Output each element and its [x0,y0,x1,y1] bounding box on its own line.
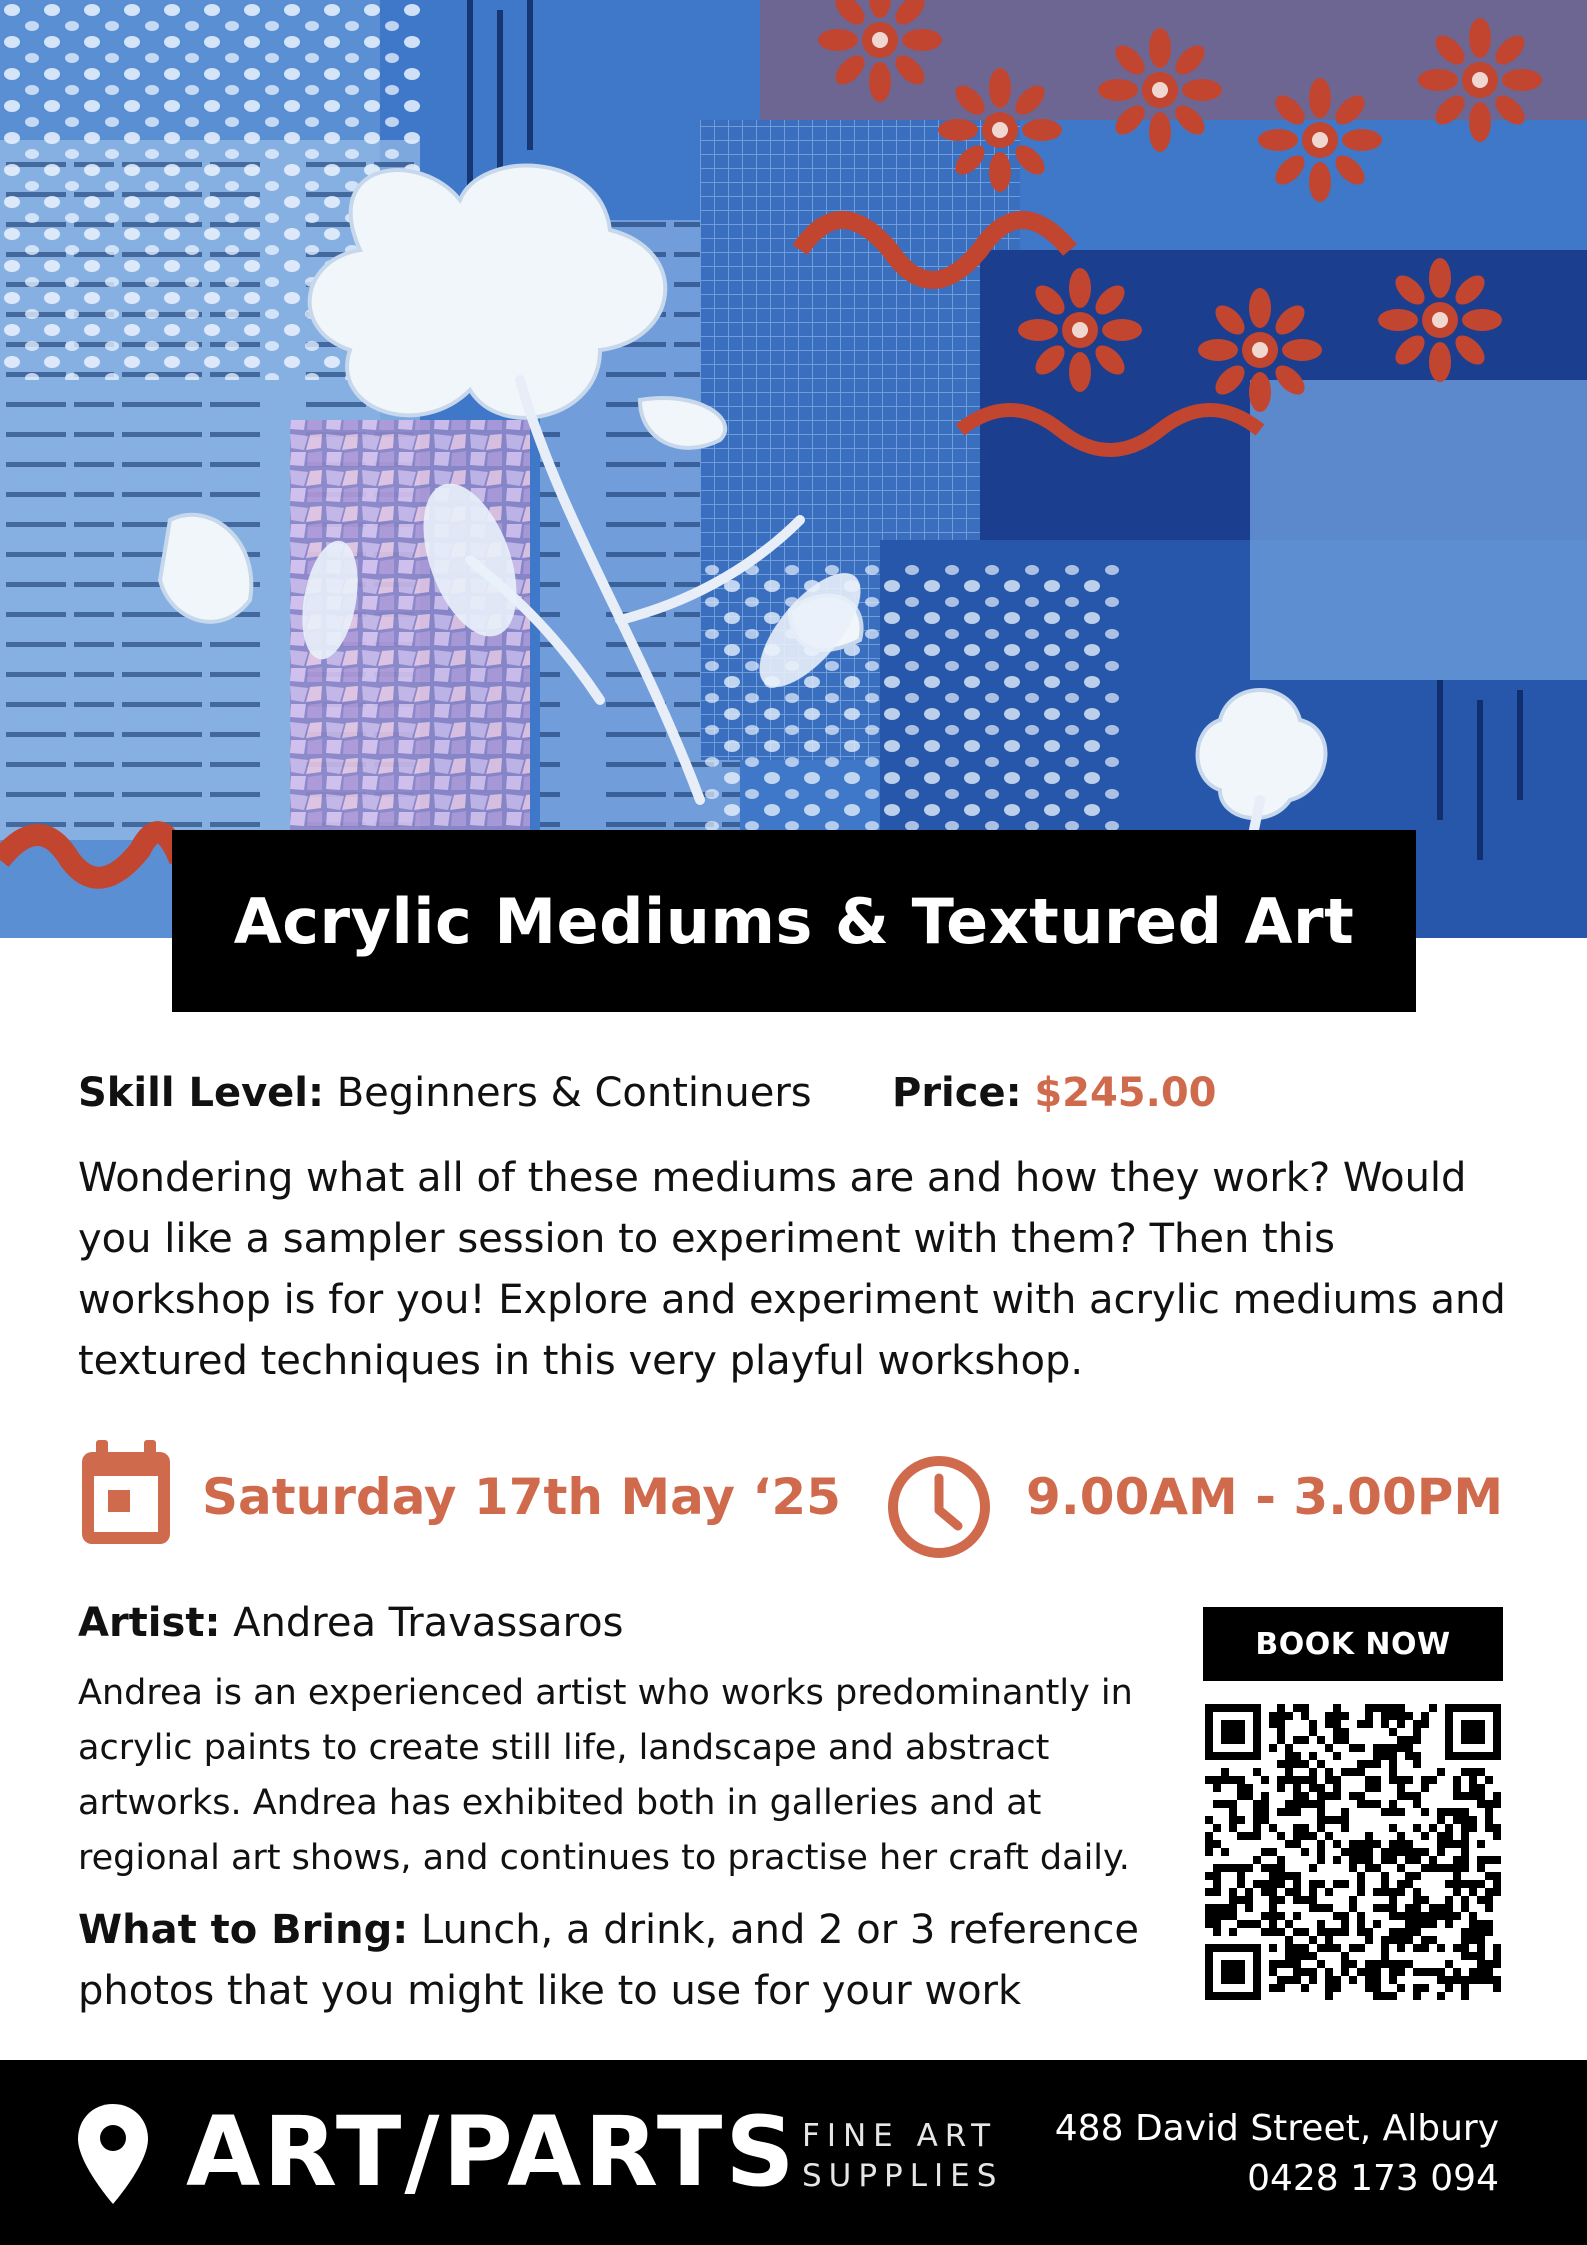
hero-artwork [0,0,1587,938]
event-date: Saturday 17th May ‘25 [202,1468,841,1526]
artist-bio: Andrea is an experienced artist who works predominantly in acrylic paints to create still life, landscape and abstract artworks. Andrea has exhibited both in galleries and at regional art shows, and continues to practise her craft daily. [78,1673,1133,1878]
artwork-image [0,0,1587,938]
brand-logo: ART/PARTS [186,2096,798,2208]
price [892,1070,1217,1116]
brand-tagline [802,2116,1003,2196]
artist-label: Artist: [78,1600,221,1646]
event-time: 9.00AM - 3.00PM [1026,1468,1504,1526]
tagline-line-1: FINE ART [802,2118,998,2154]
price-label: Price: [892,1070,1022,1116]
calendar-icon [78,1440,174,1552]
event-description: Wondering what all of these mediums are and how they work? Would you like a sampler session to experiment with them? Then this workshop is for you! Explore and experiment with acrylic mediums and textured techniques in this very playful workshop. [78,1155,1506,1384]
phone: 0428 173 094 [1247,2158,1499,2199]
event-title: Acrylic Mediums & Textured Art [233,884,1355,958]
what-to-bring-label: What to Bring: [78,1907,409,1953]
what-to-bring-text: Lunch, a drink, and 2 or 3 reference photos that you might like to use for your work [78,1907,1140,2014]
map-pin-icon [78,2104,148,2208]
artist-line [78,1600,623,1646]
book-now-button[interactable]: BOOK NOW [1203,1607,1503,1681]
footer [0,2060,1587,2245]
skill-level [78,1070,812,1116]
date-time-row [78,1438,1508,1558]
clock-icon [886,1454,992,1564]
price-value: $245.00 [1034,1070,1217,1116]
address: 488 David Street, Albury [1054,2108,1499,2149]
title-banner [172,830,1416,1012]
what-to-bring [78,1900,1178,2022]
contact-block [1055,2104,1499,2204]
artist-name: Andrea Travassaros [233,1600,624,1646]
skill-level-value: Beginners & Continuers [336,1070,812,1116]
tagline-line-2: SUPPLIES [802,2158,1004,2194]
qr-code[interactable] [1205,1704,1501,2000]
skill-level-label: Skill Level: [78,1070,324,1116]
meta-row [78,1070,1508,1126]
